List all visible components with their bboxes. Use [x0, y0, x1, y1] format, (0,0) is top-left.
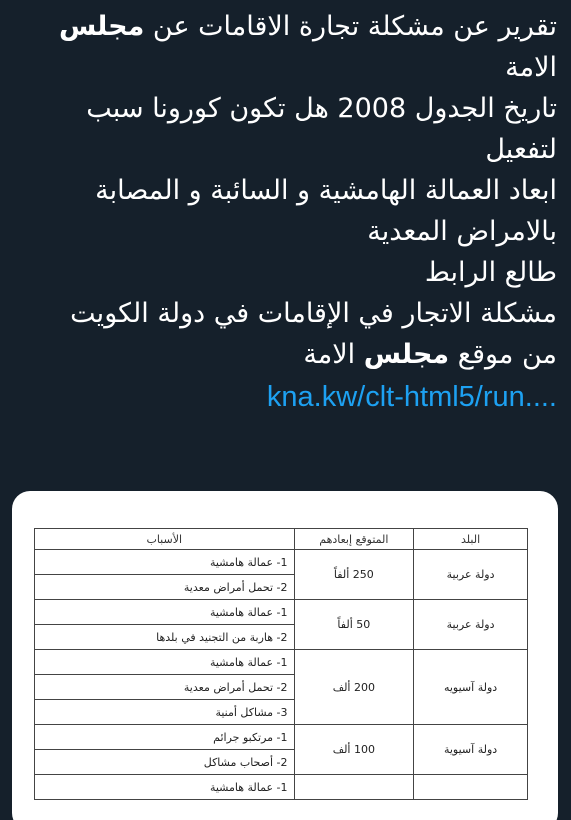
cause-cell: 1- عمالة هامشية: [35, 775, 295, 800]
count-cell: 200 ألف: [294, 650, 414, 725]
tweet-line-8: مشكلة الاتجار في الإقامات في دولة الكويت: [70, 298, 557, 329]
table-body: [35, 550, 528, 800]
table-header-row: [35, 529, 528, 550]
tweet-line-9: [10, 334, 557, 375]
cause-cell: 1- عمالة هامشية: [35, 650, 295, 675]
country-cell: دولة آسيويه: [414, 650, 528, 725]
tweet-line-4: لتفعيل: [485, 134, 557, 165]
tweet-line-6: بالامراض المعدية: [367, 216, 557, 247]
cause-cell: 2- أصحاب مشاكل: [35, 750, 295, 775]
cause-cell: 1- عمالة هامشية: [35, 600, 295, 625]
tweet-line-5: ابعاد العمالة الهامشية و السائبة و المصابة: [95, 175, 557, 206]
tweet-line-1-bold: مجلس: [58, 11, 145, 42]
deportation-table: [34, 528, 528, 800]
table-row: [35, 775, 528, 800]
table-row: [35, 725, 528, 750]
count-cell: 50 ألفاً: [294, 600, 414, 650]
tweet-line-9-pre: من موقع: [449, 339, 557, 370]
tweet-line-2: الامة: [505, 52, 557, 83]
header-country: البلد: [414, 529, 528, 550]
tweet-line-1-text: تقرير عن مشكلة تجارة الاقامات عن: [144, 11, 557, 42]
cause-cell: 2- تحمل أمراض معدية: [35, 575, 295, 600]
header-count: المتوقع إبعادهم: [294, 529, 414, 550]
header-causes: الأسباب: [35, 529, 295, 550]
table-row: [35, 650, 528, 675]
cause-cell: 2- هاربة من التجنيد في بلدها: [35, 625, 295, 650]
cause-cell: 2- تحمل أمراض معدية: [35, 675, 295, 700]
tweet-line-3: تاريخ الجدول 2008 هل تكون كورونا سبب: [86, 93, 557, 124]
tweet-text: [10, 6, 557, 418]
tweet-line-9-post: الامة: [303, 339, 364, 370]
country-cell: دولة عربية: [414, 550, 528, 600]
tweet-line-7: طالع الرابط: [424, 257, 557, 288]
cause-cell: 1- عمالة هامشية: [35, 550, 295, 575]
count-cell: [294, 775, 414, 800]
count-cell: 100 ألف: [294, 725, 414, 775]
table-row: [35, 550, 528, 575]
country-cell: دولة آسيوية: [414, 725, 528, 775]
table-row: [35, 600, 528, 625]
count-cell: 250 ألفاً: [294, 550, 414, 600]
country-cell: دولة عربية: [414, 600, 528, 650]
cause-cell: 1- مرتكبو جرائم: [35, 725, 295, 750]
cause-cell: 3- مشاكل أمنية: [35, 700, 295, 725]
tweet-line-1: [10, 6, 557, 47]
tweet-link[interactable]: kna.kw/clt-html5/run....: [266, 381, 557, 413]
tweet-media-image[interactable]: [12, 491, 558, 820]
country-cell: [414, 775, 528, 800]
tweet-line-9-bold: مجلس: [363, 339, 450, 370]
